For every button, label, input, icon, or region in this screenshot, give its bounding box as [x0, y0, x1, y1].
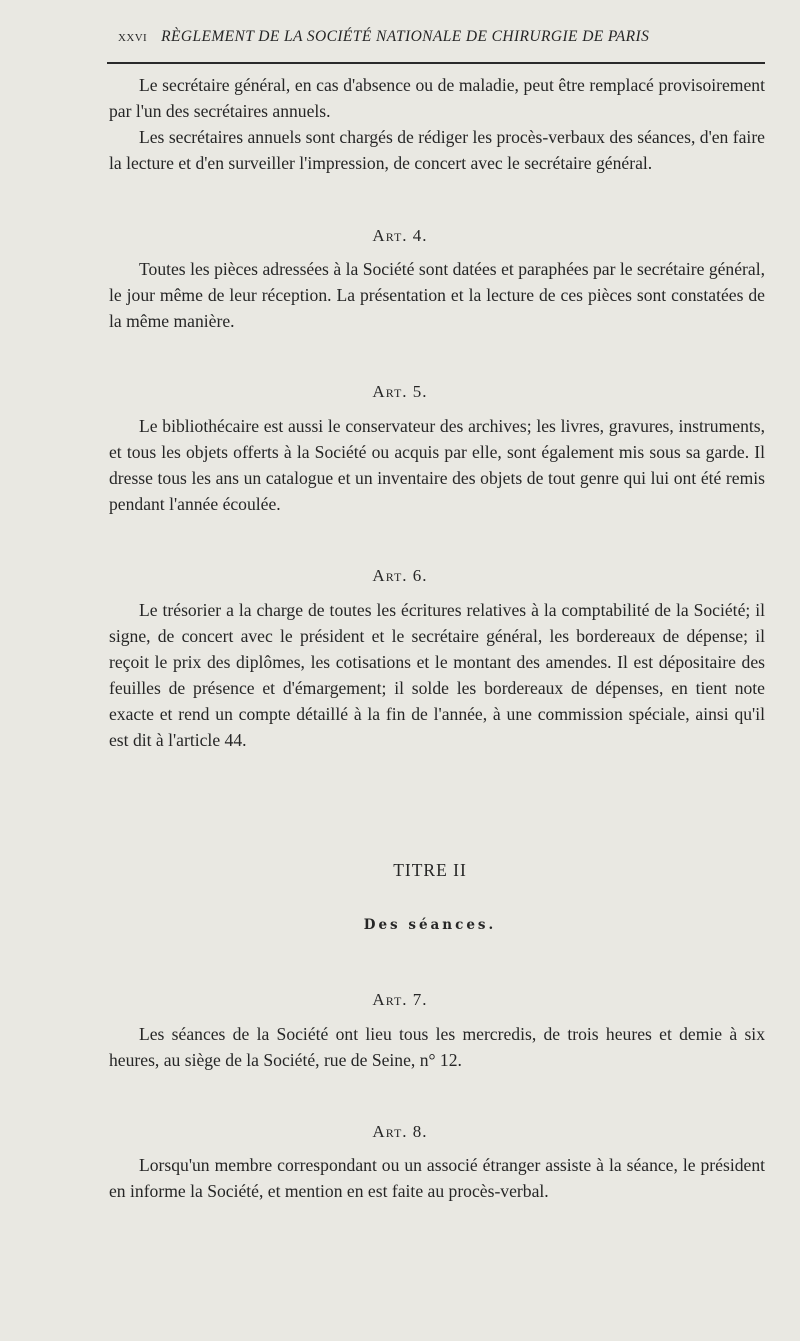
paragraph-secretaire-general: Le secrétaire général, en cas d'absence ou de maladie, peut être remplacé provisoirement par l'un des secrétaires annuels. — [109, 75, 765, 121]
article-4-text: Toutes les pièces adressées à la Société sont datées et paraphées par le secrétaire général, le jour même de leur réception. La présentation et la lecture de ces pièces sont constatées de la même manière. — [109, 259, 765, 331]
titre-subtitle: Des séances. — [363, 917, 497, 933]
article-6-heading: Art. 6. — [372, 566, 428, 585]
header-rule — [107, 62, 765, 64]
running-header — [118, 28, 768, 46]
page-number: xxvi — [118, 28, 148, 45]
article-5-heading: Art. 5. — [372, 382, 428, 401]
article-5-text: Le bibliothécaire est aussi le conservateur des archives; les livres, gravures, instruments, et tous les objets offerts à la Société ou acquis par elle, sont également mis sous sa garde. Il dresse tous les ans un catalogue et un inventaire des objets de tout genre qui lui ont été remis pendant l'année écoulée. — [109, 416, 765, 514]
article-7-text: Les séances de la Société ont lieu tous les mercredis, de trois heures et demie à six heures, au siège de la Société, rue de Seine, n° 12. — [109, 1024, 765, 1070]
article-6-text: Le trésorier a la charge de toutes les écritures relatives à la comptabilité de la Société; il signe, de concert avec le président et le secrétaire général, les bordereaux de dépense; il reçoit le prix des diplômes, les cotisations et le montant des amendes. Il est dépositaire des feuilles de présence et d'émargement; il solde les bordereaux de dépenses, en tient note exacte et rend un compte détaillé à la fin de l'année, à une commission spéciale, ainsi qu'il est dit à l'article 44. — [109, 600, 765, 750]
article-7-heading: Art. 7. — [372, 990, 428, 1009]
titre-heading: TITRE II — [393, 860, 467, 880]
article-4-heading: Art. 4. — [372, 226, 428, 245]
article-8-text: Lorsqu'un membre correspondant ou un associé étranger assiste à la séance, le président en informe la Société, et mention en est faite au procès-verbal. — [109, 1155, 765, 1201]
paragraph-secretaires-annuels: Les secrétaires annuels sont chargés de rédiger les procès-verbaux des séances, d'en faire la lecture et d'en surveiller l'impression, de concert avec le secrétaire général. — [109, 127, 765, 173]
article-8-heading: Art. 8. — [372, 1122, 428, 1141]
running-title: RÈGLEMENT DE LA SOCIÉTÉ NATIONALE DE CHIRURGIE DE PARIS — [161, 28, 650, 45]
